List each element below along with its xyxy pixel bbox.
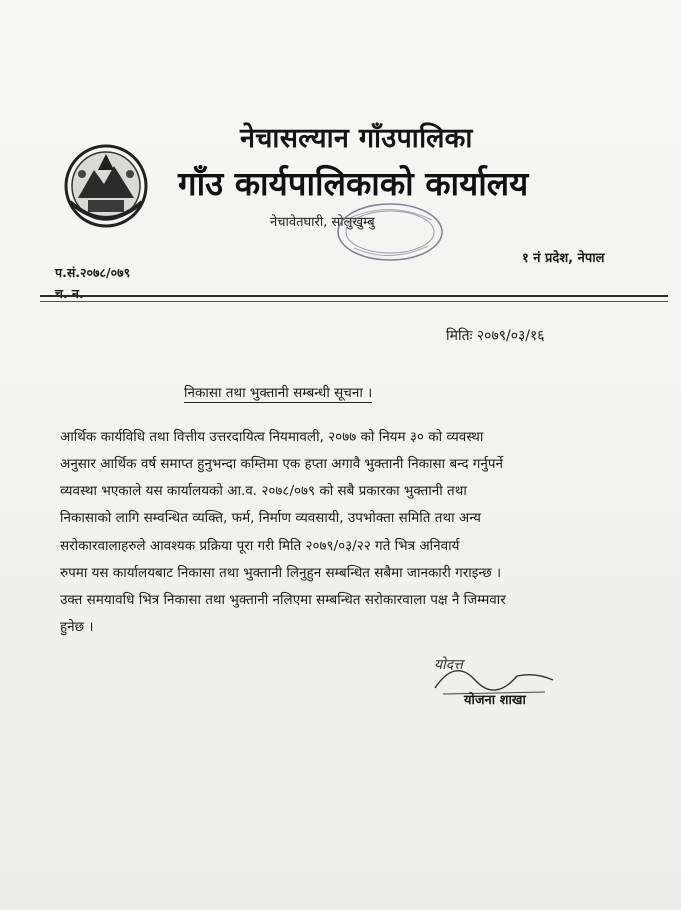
notice-line: निकासाको लागि सम्वन्धित व्यक्ति, फर्म, निर्माण व्यवसायी, उपभोक्ता समिति तथा अन्य	[60, 510, 482, 526]
notice-line: व्यवस्था भएकाले यस कार्यालयको आ.व. २०७८/०७९ को सबै प्रकारका भुक्तानी तथा	[60, 483, 467, 499]
notice-subject: निकासा तथा भुक्तानी सम्बन्धी सूचना ।	[184, 385, 373, 401]
office-name: गाँउ कार्यपालिकाको कार्यालय	[178, 164, 529, 203]
office-stamp	[320, 198, 470, 268]
signatory-branch: योजना शाखा	[464, 693, 526, 708]
signature-text: योदत्त	[434, 657, 463, 673]
notice-line: उक्त समयावधि भित्र निकासा तथा भुक्तानी नलिएमा सम्बन्धित सरोकारवाला पक्ष नै जिम्मवार	[60, 592, 506, 608]
notice-line: हुनेछ ।	[60, 619, 94, 635]
header-divider	[40, 295, 668, 297]
reference-number: प.सं.२०७८/०७९	[55, 265, 131, 280]
province-label: १ नं प्रदेश, नेपाल	[522, 251, 605, 266]
notice-line: अनुसार आर्थिक वर्ष समाप्त हुनुभन्दा कम्तिमा एक हप्ता अगावै भुक्तानी निकासा बन्द गर्नुपर्ने	[60, 456, 504, 472]
office-address: नेचावेतघारी, सोलुखुम्बु	[270, 215, 375, 230]
notice-line: सरोकारवालाहरुले आवश्यक प्रक्रिया पूरा गरी मिति २०७९/०३/२२ गते भित्र अनिवार्य	[60, 538, 460, 554]
header-divider-thin	[40, 301, 668, 302]
municipality-name: नेचासल्यान गाँउपालिका	[240, 123, 473, 154]
notice-line: रुपमा यस कार्यालयबाट निकासा तथा भुक्तानी लिनुहुन सम्बन्धित सबैमा जानकारी गराइन्छ ।	[60, 565, 502, 581]
notice-line: आर्थिक कार्यविधि तथा वित्तीय उत्तरदायित्व नियमावली, २०७७ को नियम ३० को व्यवस्था	[60, 429, 484, 445]
letter-date: मितिः २०७९/०३/१६	[446, 328, 545, 344]
dispatch-number: च. न.	[55, 286, 84, 301]
government-emblem-logo	[58, 140, 154, 230]
